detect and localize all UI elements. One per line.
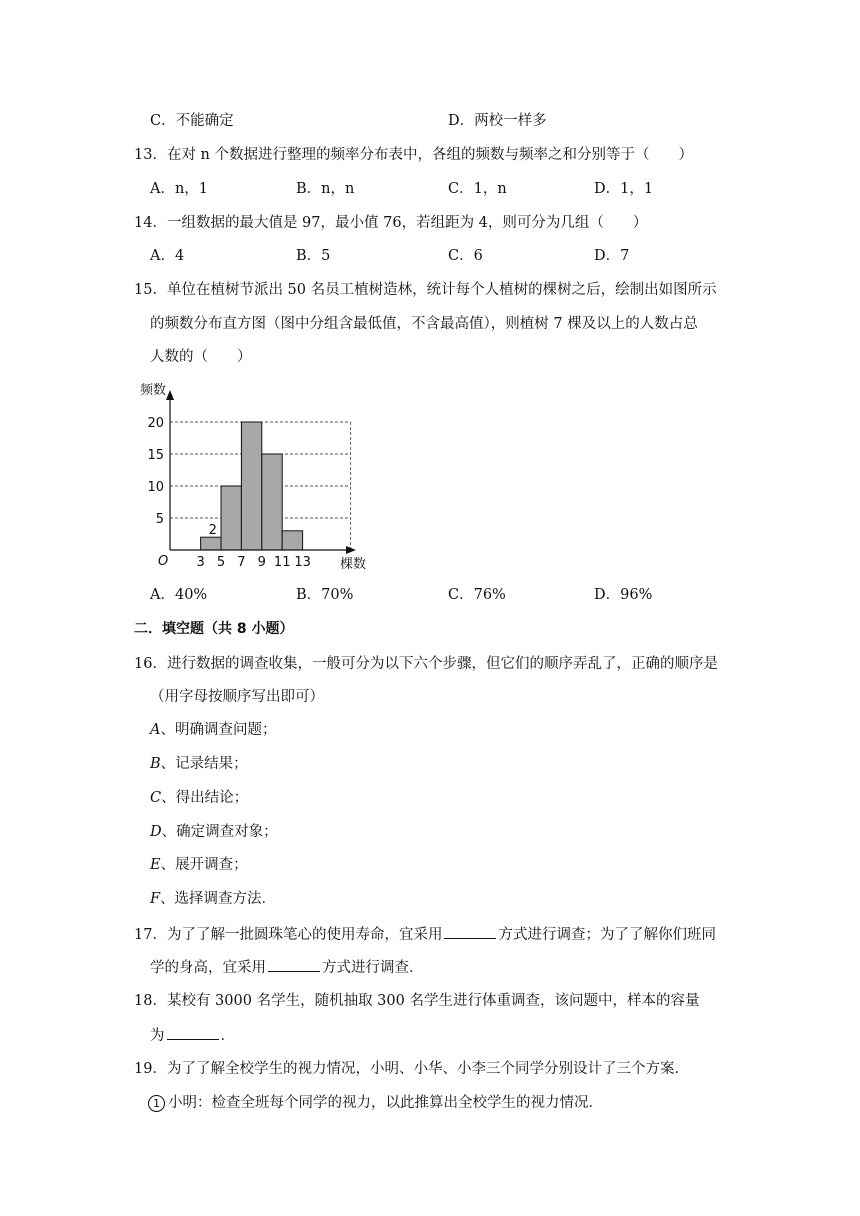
step-letter: B	[150, 756, 161, 772]
q19-stem: 19．为了了解全校学生的视力情况，小明、小华、小李三个同学分别设计了三个方案．	[134, 1061, 689, 1077]
x-tick-label: 3	[196, 555, 205, 570]
q13-stem: 13．在对 n 个数据进行整理的频率分布表中，各组的频数与频率之和分别等于（ ）	[134, 147, 694, 163]
q16-stem-line1: 16．进行数据的调查收集，一般可分为以下六个步骤，但它们的顺序弄乱了，正确的顺序是	[134, 656, 718, 672]
q18-text-1: 为	[150, 1028, 165, 1044]
q16-step-d	[150, 822, 278, 842]
q19-plan1	[148, 1093, 603, 1113]
step-letter: C	[150, 790, 162, 806]
q14-option-c: C．6	[448, 248, 483, 264]
q13-option-d: D．1，1	[594, 181, 654, 197]
histogram-bar-9-11	[262, 454, 282, 550]
q15-stem-line1: 15．单位在植树节派出 50 名员工植树造林，统计每个人植树的棵树之后，绘制出如图所示	[134, 282, 717, 298]
step-letter: D	[150, 824, 162, 840]
histogram-bar-5-7	[221, 486, 241, 550]
histogram-bar-3-5	[201, 537, 221, 550]
y-tick-label: 5	[155, 512, 164, 527]
q17-text-1: 17．为了了解一批圆珠笔心的使用寿命，宜采用	[134, 927, 443, 943]
circled-number: 1	[148, 1095, 165, 1112]
q17-blank-2	[268, 957, 320, 972]
q12-option-c: C．不能确定	[150, 113, 234, 129]
q14-option-d: D．7	[594, 248, 630, 264]
step-text: 、明确调查问题；	[160, 722, 277, 738]
q15-option-b: B．70%	[296, 587, 354, 603]
q18-blank	[167, 1025, 219, 1040]
q15-option-d: D．96%	[594, 587, 653, 603]
y-tick-label: 10	[147, 480, 164, 495]
q15-stem-line3: 人数的（ ）	[150, 349, 252, 365]
q15-option-c: C．76%	[448, 587, 506, 603]
q17-text-3: 学的身高，宜采用	[150, 960, 266, 976]
x-tick-label: 11	[273, 555, 291, 570]
x-tick-label: 7	[237, 555, 246, 570]
histogram-bar-11-13	[282, 531, 302, 550]
x-axis-label: 棵数	[340, 557, 367, 572]
q18-line2	[150, 1025, 235, 1046]
q13-option-c: C．1，n	[448, 181, 507, 197]
q16-step-f	[150, 889, 276, 909]
q13-option-b: B．n，n	[296, 181, 355, 197]
frequency-histogram	[136, 378, 376, 574]
q16-step-e	[150, 855, 248, 875]
step-text: 、记录结果；	[160, 756, 248, 772]
q17-line1	[134, 924, 716, 945]
y-axis-arrow	[166, 390, 174, 400]
step-letter: E	[150, 857, 161, 873]
q15-stem-line2: 的频数分布直方图（图中分组含最低值，不含最高值），则植树 7 棵及以上的人数占总	[150, 316, 698, 332]
x-tick-label: 5	[216, 555, 226, 570]
origin-label: O	[158, 554, 169, 569]
section-title: 二．填空题（共 8 小题）	[134, 621, 294, 637]
q14-option-a: A．4	[150, 248, 185, 264]
step-text: 、选择调查方法．	[160, 891, 277, 907]
q16-stem-line2: （用字母按顺序写出即可）	[150, 689, 324, 705]
q18-text-2: ．	[220, 1028, 235, 1044]
q16-step-b	[150, 754, 248, 774]
q12-option-d: D．两校一样多	[448, 113, 547, 129]
q17-line2	[150, 957, 424, 978]
y-axis-label: 频数	[140, 383, 167, 398]
q16-step-a	[150, 720, 276, 740]
x-tick-label: 13	[294, 555, 311, 570]
step-letter: F	[150, 891, 161, 907]
step-text: 、得出结论；	[161, 790, 249, 806]
q18-line1: 18．某校有 3000 名学生，随机抽取 300 名学生进行体重调查，该问题中，样本的容量	[134, 993, 700, 1009]
bar-data-label: 2	[208, 523, 217, 539]
x-tick-label: 9	[257, 555, 266, 570]
q16-step-c	[150, 788, 248, 808]
q17-text-2: 方式进行调查；为了了解你们班同	[498, 927, 716, 943]
y-tick-label: 15	[147, 448, 164, 463]
step-text: 、确定调查对象；	[161, 824, 278, 840]
q14-option-b: B．5	[296, 248, 331, 264]
q19-plan1-text: 小明：检查全班每个同学的视力，以此推算出全校学生的视力情况．	[168, 1095, 603, 1111]
histogram-bar-7-9	[241, 422, 261, 550]
q13-option-a: A．n，1	[150, 181, 209, 197]
q17-blank-1	[444, 924, 496, 939]
step-letter: A	[150, 722, 161, 738]
q15-option-a: A．40%	[150, 587, 208, 603]
q17-text-4: 方式进行调查．	[322, 960, 424, 976]
y-tick-label: 20	[147, 416, 164, 431]
step-text: 、展开调查；	[160, 857, 248, 873]
q14-stem: 14．一组数据的最大值是 97，最小值 76，若组距为 4，则可分为几组（ ）	[134, 215, 648, 231]
